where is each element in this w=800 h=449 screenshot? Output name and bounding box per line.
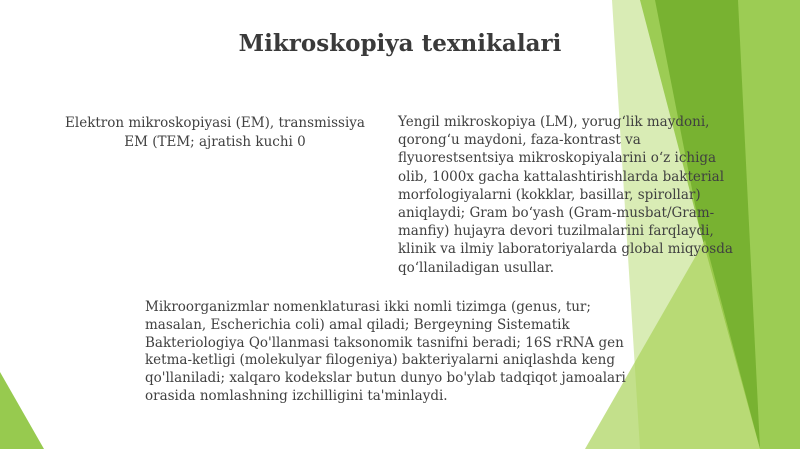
bottom-text-block: Mikroorganizmlar nomenklaturasi ikki nomli tizimga (genus, tur; masalan, Escherichia coli) amal qiladi; Bergeyning Sistematik Bakteriologiya Qo'llanmasi taksonomik tasnifni beradi; 16S rRNA gen ketma-ketligi (molekulyar filogeniya) bakteriyalarni aniqlashda keng qo'llaniladi; xalqaro kodekslar butun dunyo bo'ylab tadqiqot jamoalari orasida nomlashning izchilligini ta'minlaydi. — [145, 299, 626, 404]
left-green-wedge — [0, 372, 44, 449]
slide-title: Mikroskopiya texnikalari — [238, 30, 562, 57]
right-text-block: Yengil mikroskopiya (LM), yorug‘lik maydoni, qorong‘u maydoni, faza-kontrast va flyuorestsentsiya mikroskopiyalarini o‘z ichiga olib, 1000x gacha kattalashtirishlarda bakterial morfologiyalarni (kokklar, basillar, spirollar) aniqlaydi; Gram bo‘yash (Gram-musbat/Gram-manfiy) hujayra devori tuzilmalarini farqlaydi, klinik va ilmiy laboratoriyalarda global miqyosda qo‘llaniladigan usullar. — [398, 114, 733, 276]
left-text-block: Elektron mikroskopiyasi (EM), transmissiya EM (TEM; ajratish kuchi 0 — [65, 115, 365, 150]
